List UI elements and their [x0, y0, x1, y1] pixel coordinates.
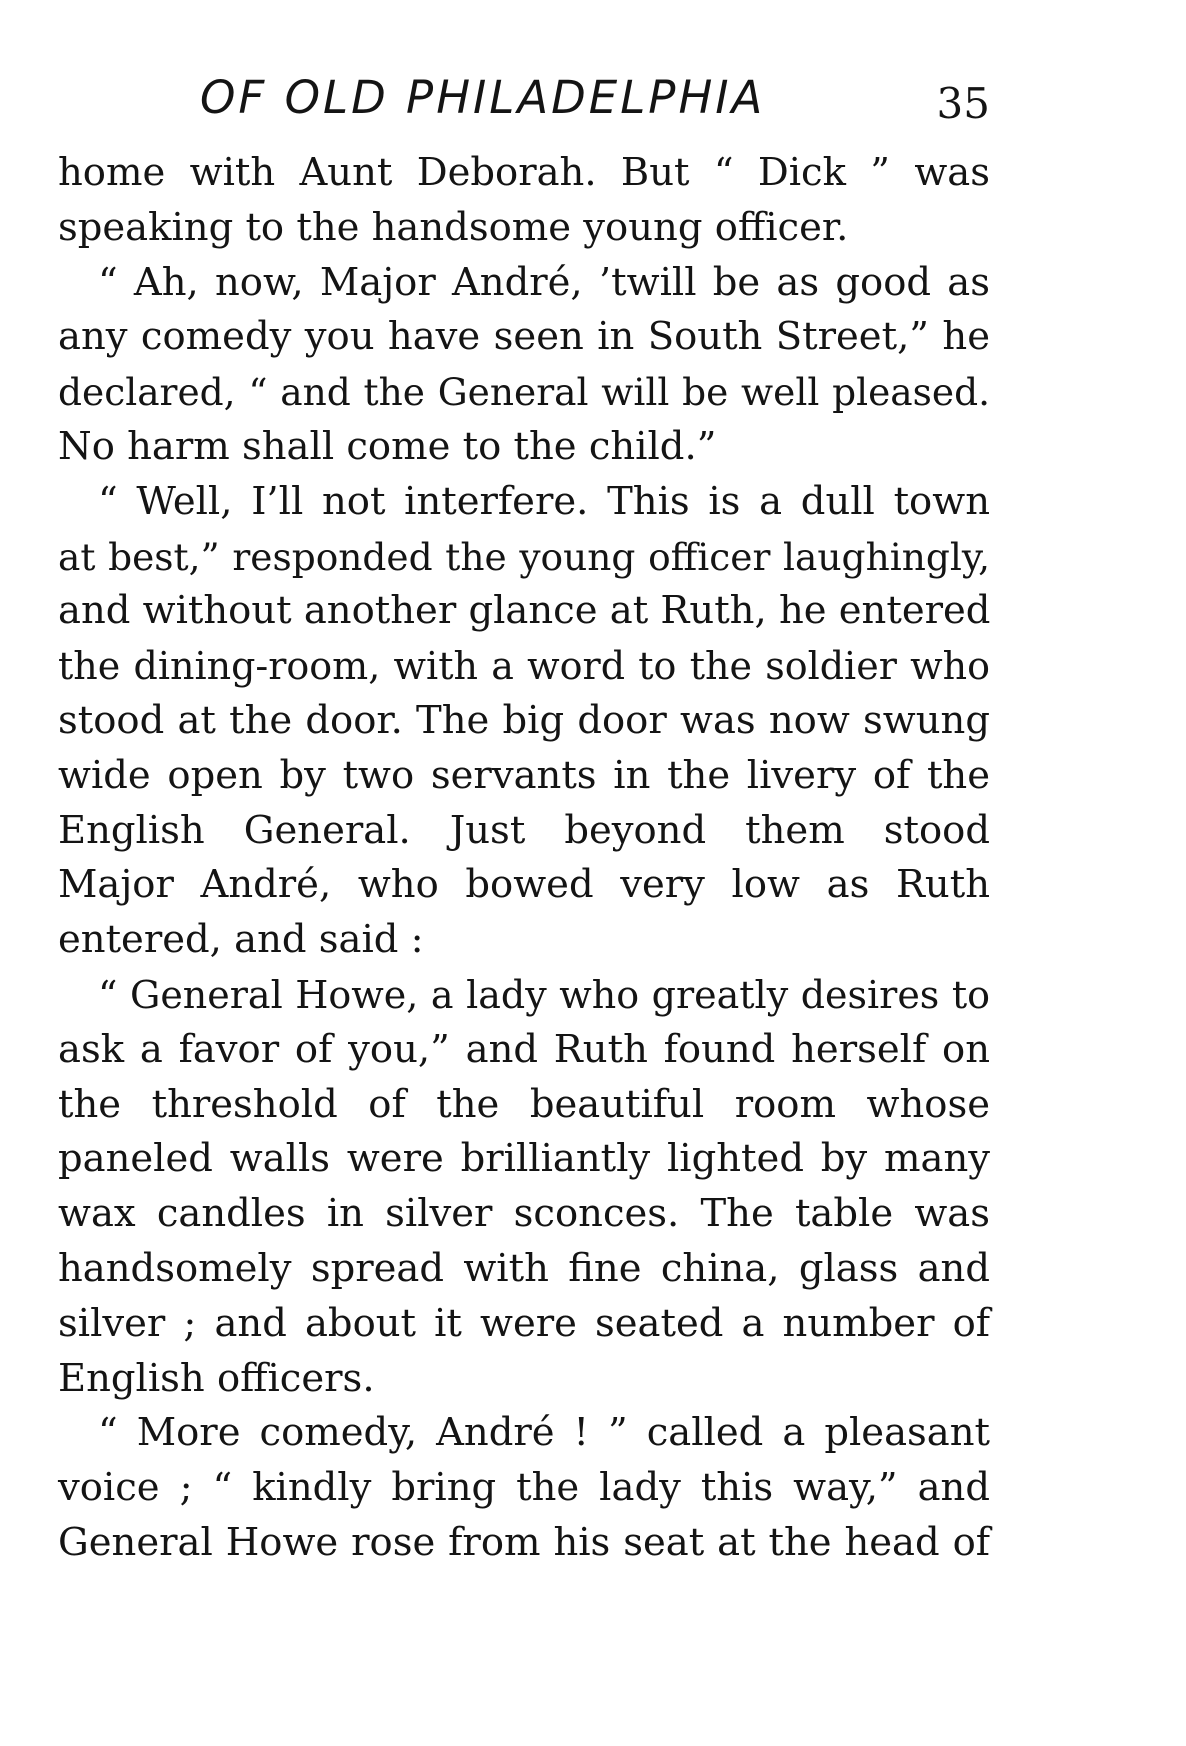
text-line: speaking to the handsome young officer. — [58, 204, 849, 250]
text-line: No harm shall come to the child.” — [58, 423, 717, 469]
text-line: “ Well, I’ll not interfere. This is a dull town — [98, 478, 990, 524]
text-line: paneled walls were brilliantly lighted by many — [58, 1136, 990, 1182]
text-line: English General. Just beyond them stood — [58, 807, 990, 853]
text-line: stood at the door. The big door was now swung — [58, 697, 990, 743]
page-number: 35 — [936, 79, 990, 128]
text-line: at best,” responded the young officer laughingly, — [58, 534, 990, 579]
text-line: declared, “ and the General will be well pleased. — [58, 370, 990, 415]
text-line: the threshold of the beautiful room whose — [58, 1081, 990, 1127]
text-line: ask a favor of you,” and Ruth found herself on — [58, 1026, 990, 1072]
text-line: “ Ah, now, Major André, ’twill be as good as — [98, 259, 990, 305]
text-line: English officers. — [58, 1355, 375, 1401]
running-title: OF OLD PHILADELPHIA — [200, 71, 766, 124]
text-line: the dining-room, with a word to the soldier who — [58, 644, 990, 689]
text-line: entered, and said : — [58, 917, 424, 963]
text-line: silver ; and about it were seated a number of — [58, 1300, 990, 1346]
body-text — [58, 146, 990, 1571]
text-line: handsomely spread with fine china, glass and — [58, 1245, 990, 1291]
text-line: any comedy you have seen in South Street,” he — [58, 314, 990, 360]
text-line: “ More comedy, André ! ” called a pleasant — [98, 1410, 990, 1456]
running-head — [200, 68, 990, 138]
text-line: Major André, who bowed very low as Ruth — [58, 862, 990, 908]
text-line: wax candles in silver sconces. The table was — [58, 1191, 990, 1237]
text-line: home with Aunt Deborah. But “ Dick ” was — [58, 150, 990, 195]
text-line: voice ; “ kindly bring the lady this way,” and — [58, 1465, 990, 1511]
text-line: wide open by two servants in the livery of the — [58, 752, 990, 798]
text-line: and without another glance at Ruth, he entered — [58, 588, 991, 634]
text-line: General Howe rose from his seat at the head of — [58, 1519, 990, 1565]
text-line: “ General Howe, a lady who greatly desires to — [98, 972, 990, 1017]
